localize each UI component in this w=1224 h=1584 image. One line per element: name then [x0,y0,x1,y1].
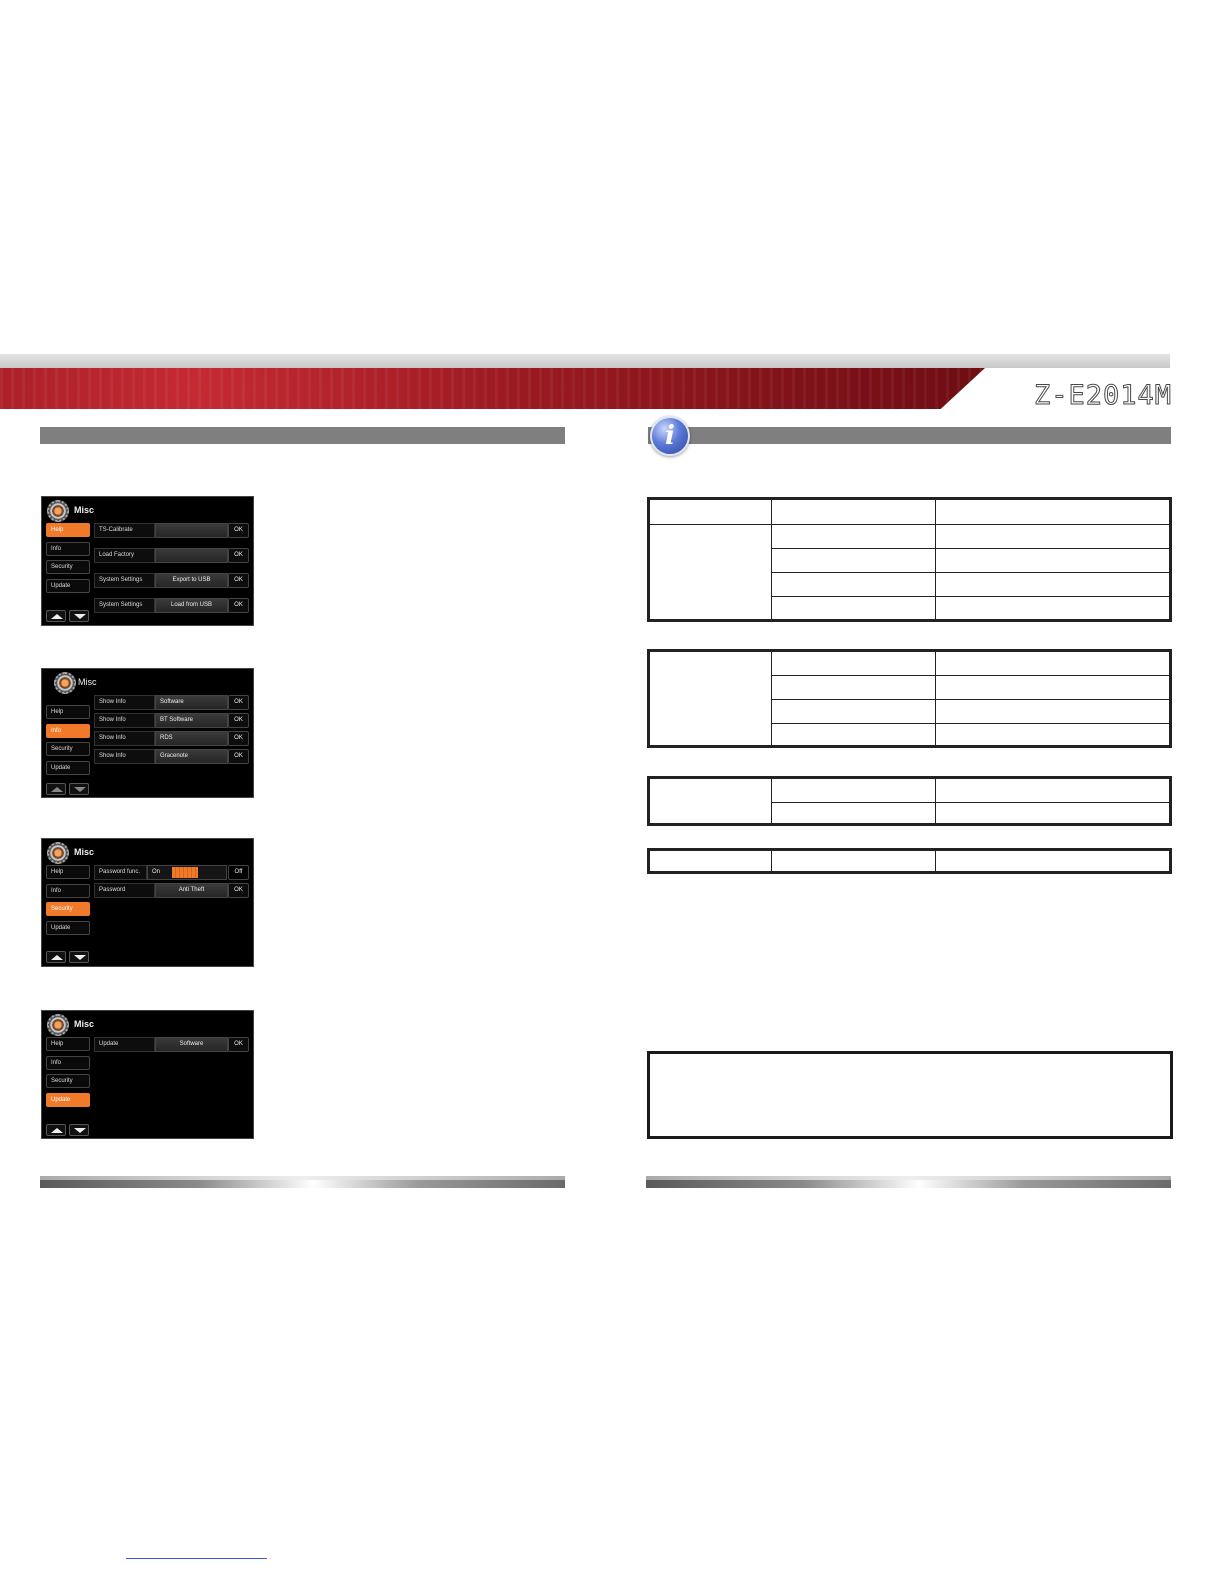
setting-row [94,731,249,746]
scroll-up-button[interactable] [46,783,66,795]
table-cell [935,596,1170,620]
table-cell [771,572,936,597]
ok-button[interactable]: OK [228,695,249,710]
screen-title: Misc [78,677,97,687]
table-cell [771,596,936,620]
table-cell [771,499,936,525]
row-value[interactable]: Software [155,1037,228,1052]
table-cell [935,548,1170,573]
setting-row [94,573,249,588]
misc-screen-security [41,838,254,967]
table-cell [771,548,936,573]
spec-table-2 [647,649,1172,748]
left-footer-bar [40,1176,565,1188]
table-cell [649,651,772,746]
setting-row [94,883,249,898]
menu-help[interactable]: Help [46,865,90,879]
right-footer-bar [646,1176,1171,1188]
menu-update[interactable]: Update [46,1093,90,1107]
row-label: Show Info [94,695,155,710]
arrow-down-icon [74,787,86,792]
row-label: Show Info [94,713,155,728]
arrow-down-icon [74,1128,86,1133]
menu-security[interactable]: Security [46,560,90,574]
table-cell [771,651,936,676]
scroll-down-button[interactable] [69,783,89,795]
row-label: Show Info [94,731,155,746]
menu-update[interactable]: Update [46,761,90,775]
row-label: System Settings [94,573,155,588]
spec-table-3 [647,776,1172,826]
menu-security[interactable]: Security [46,742,90,756]
row-label: Update [94,1037,155,1052]
ok-button[interactable]: OK [228,749,249,764]
screen-title: Misc [74,847,95,857]
table-cell [649,524,772,620]
table-cell [771,699,936,724]
link-underline[interactable] [126,1558,267,1559]
row-value[interactable] [155,523,228,538]
menu-help[interactable]: Help [46,1037,90,1051]
arrow-up-icon [51,787,63,792]
row-value[interactable]: Gracenote [155,749,228,764]
toggle-label: Password func. [94,865,147,880]
table-cell [935,651,1170,676]
table-cell [649,499,772,525]
row-value[interactable] [155,548,228,563]
brand-model-logo: Z-E2014M [1033,380,1172,411]
gear-icon [47,500,69,522]
scroll-down-button[interactable] [69,610,89,622]
scroll-up-button[interactable] [46,1124,66,1136]
menu-security[interactable]: Security [46,902,90,916]
left-section-bar [40,427,565,444]
table-cell [771,778,936,803]
spec-table-4 [647,848,1172,874]
screen-title: Misc [74,1019,95,1029]
table-cell [935,723,1170,746]
table-cell [935,572,1170,597]
gear-icon [47,842,69,864]
row-value[interactable]: Export to USB [155,573,228,588]
scroll-down-button[interactable] [69,1124,89,1136]
table-cell [771,723,936,746]
table-cell [935,802,1170,824]
scroll-up-button[interactable] [46,610,66,622]
table-cell [935,850,1170,872]
row-label: TS-Calibrate [94,523,155,538]
setting-row [94,548,249,563]
menu-update[interactable]: Update [46,579,90,593]
gear-icon [47,1014,69,1036]
scroll-down-button[interactable] [69,951,89,963]
menu-update[interactable]: Update [46,921,90,935]
ok-button[interactable]: OK [228,713,249,728]
spec-table-1 [647,497,1172,622]
ok-button[interactable]: OK [228,731,249,746]
row-value[interactable]: Anti Theft [155,883,228,898]
right-section-bar [648,427,1171,444]
arrow-down-icon [74,614,86,619]
table-cell [771,675,936,700]
table-cell [649,778,772,824]
ok-button[interactable]: OK [228,883,249,898]
setting-row [94,1037,249,1052]
table-cell [935,778,1170,803]
ok-button[interactable]: OK [228,598,249,613]
table-cell [649,850,772,872]
misc-screen-help [41,496,254,626]
toggle-knob[interactable] [172,867,198,878]
ok-button[interactable]: OK [228,523,249,538]
misc-screen-info [41,668,254,798]
arrow-down-icon [74,955,86,960]
toggle-on-label: On [152,869,161,875]
menu-info[interactable]: Info [46,1056,90,1070]
menu-info[interactable]: Info [46,884,90,898]
row-value[interactable]: RDS [155,731,228,746]
menu-security[interactable]: Security [46,1074,90,1088]
table-cell [935,675,1170,700]
table-cell [771,802,936,824]
toggle-track[interactable] [147,865,227,880]
arrow-up-icon [51,955,63,960]
arrow-up-icon [51,1128,63,1133]
header-red-band [0,368,985,409]
row-label: Load Factory [94,548,155,563]
setting-row [94,695,249,710]
notice-box [647,1051,1173,1139]
row-label: Password [94,883,155,898]
setting-row [94,598,249,613]
row-value[interactable]: Software [155,695,228,710]
row-label: System Settings [94,598,155,613]
misc-screen-update [41,1010,254,1139]
table-cell [935,524,1170,549]
header-top-strip [0,354,1170,368]
row-label: Show Info [94,749,155,764]
toggle-off-button[interactable]: Off [228,865,249,880]
table-cell [771,850,936,872]
scroll-up-button[interactable] [46,951,66,963]
setting-row [94,749,249,764]
arrow-up-icon [51,614,63,619]
setting-row [94,523,249,538]
menu-help[interactable]: Help [46,705,90,719]
table-cell [935,699,1170,724]
table-cell [935,499,1170,525]
ok-button[interactable]: OK [228,1037,249,1052]
screen-title: Misc [74,505,95,515]
menu-info[interactable]: Info [46,724,90,738]
password-function-toggle[interactable] [94,865,249,880]
gear-icon [54,672,76,694]
row-value[interactable]: BT Software [155,713,228,728]
ok-button[interactable]: OK [228,573,249,588]
menu-help[interactable]: Help [46,523,90,537]
setting-row [94,713,249,728]
menu-info[interactable]: Info [46,542,90,556]
row-value[interactable]: Load from USB [155,598,228,613]
info-icon: i [650,416,690,456]
table-cell [771,524,936,549]
ok-button[interactable]: OK [228,548,249,563]
